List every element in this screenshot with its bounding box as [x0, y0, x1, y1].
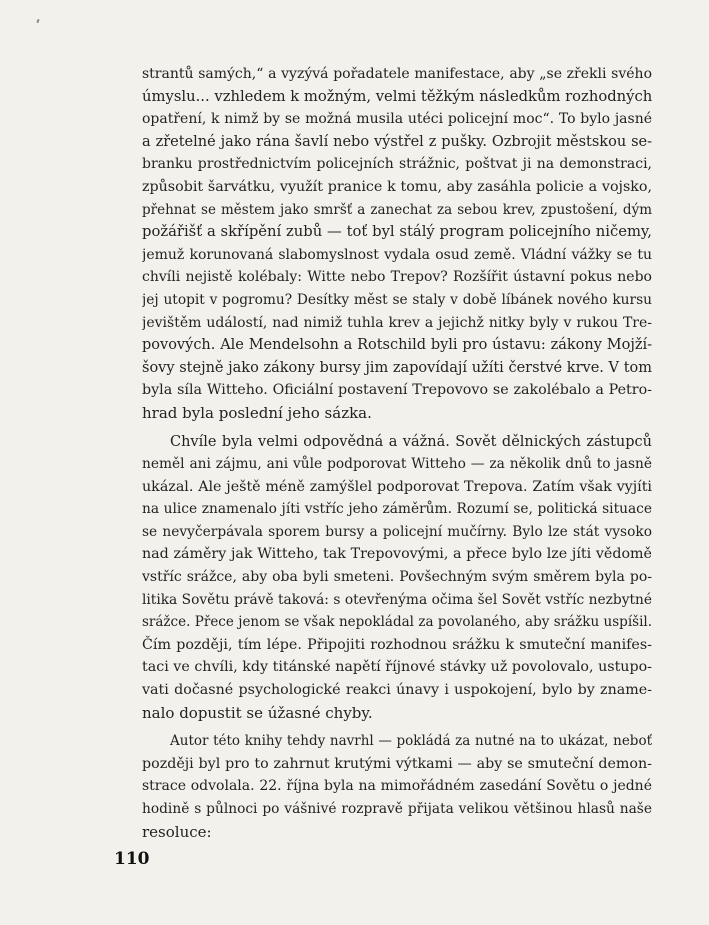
- text-line: požářišť a skřípění zubů — toť byl stálý program policejního ničemy,: [142, 223, 652, 241]
- paragraph-1: [142, 63, 652, 425]
- body-text: [142, 63, 652, 843]
- text-line: branku prostřednictvím policejních strážnic, poštvat ji na demonstraci,: [142, 156, 652, 173]
- paragraph-2: [142, 431, 652, 725]
- text-line: Čím později, tím lépe. Připojiti rozhodnou srážku k smuteční manifes-: [142, 636, 652, 653]
- text-line: úmyslu... vzhledem k možným, velmi těžkým následkům rozhodných: [142, 87, 652, 105]
- paper-speck: [36, 19, 40, 23]
- text-line: jevištěm událostí, nad nimiž tuhla krev a jejichž nitky byly v rukou Tre-: [142, 314, 652, 331]
- text-line: přehnat se městem jako smršť a zanechat za sebou krev, zpustošení, dým: [142, 201, 652, 218]
- text-line: a zřetelné jako rána šavlí nebo výstřel z pušky. Ozbrojit městskou se-: [142, 133, 652, 150]
- text-line: taci ve chvíli, kdy titánské napětí říjnové stávky už povolovalo, ustupo-: [142, 659, 652, 676]
- paragraph-3: [142, 730, 652, 843]
- text-line: šovy stejně jako zákony bursy jim zapovídají užíti čerstvé krve. V tom: [142, 359, 652, 376]
- page-number: 110: [114, 849, 150, 869]
- text-line: hodině s půlnoci po vášnivé rozpravě přijata velikou většinou hlasů naše: [142, 801, 652, 817]
- text-line: strace odvolala. 22. října byla na mimořádném zasedání Sovětu o jedné: [142, 778, 652, 795]
- text-line: chvíli nejistě kolébaly: Witte nebo Trepov? Rozšířit ústavní pokus nebo: [142, 269, 652, 286]
- text-line: způsobit šarvátku, využít pranice k tomu, aby zasáhla policie a vojsko,: [142, 178, 652, 195]
- text-line: vstříc srážce, aby oba byli smeteni. Povšechným svým směrem byla po-: [142, 569, 652, 586]
- text-line: na ulice znamenalo jíti vstříc jeho záměrům. Rozumí se, politická situace: [142, 501, 652, 518]
- text-line: hrad byla poslední jeho sázka.: [142, 403, 372, 422]
- text-line: jej utopit v pogromu? Desítky měst se staly v době líbánek nového kursu: [142, 291, 652, 308]
- text-line: vati dočasné psychologické reakci únavy i uspokojení, bylo by znamе-: [142, 682, 652, 699]
- text-line: ukázal. Ale ještě méně zamýšlel podporovat Trepova. Zatím však vyjíti: [142, 478, 652, 495]
- text-line: Autor této knihy tehdy navrhl — pokládá za nutné na to ukázat, neboť: [170, 733, 652, 750]
- text-line: nalo dopustit se úžasné chyby.: [142, 703, 373, 722]
- text-line: jemuž korunovaná slabomyslnost vydala osud země. Vládní vážky se tu: [142, 246, 652, 263]
- text-line: neměl ani zájmu, ani vůle podporovat Witteho — za několik dnů to jasně: [142, 456, 652, 473]
- text-line: povových. Ale Mendelsohn a Rotschild byli pro ústavu: zákony Mojží-: [142, 337, 652, 354]
- text-line: litika Sovětu právě taková: s otevřenýma očima šel Sovět vstříc nezbytné: [142, 591, 652, 608]
- text-line: srážce. Přece jenom se však nepokládal za povolaného, aby srážku uspíšil.: [142, 614, 652, 631]
- text-line: opatření, k nimž by se možná musila utéci policejní moc“. To bylo jasné: [142, 111, 652, 128]
- text-line: Chvíle byla velmi odpovědná a vážná. Sovět dělnických zástupců: [170, 433, 652, 450]
- text-line: se nevyčerpávala sporem bursy a policejní mučírny. Bylo lze stát vysoko: [142, 523, 652, 540]
- text-line: později byl pro to zahrnut krutými výtkami — aby se smuteční demon-: [142, 755, 652, 772]
- text-line: byla síla Witteho. Oficiální postavení Trepovovo se zakolébalo a Petro-: [142, 382, 652, 399]
- text-line: nad záměry jak Witteho, tak Trepovovými, a přece bylo lze jíti vědomě: [142, 546, 652, 563]
- text-line: strantů samých,“ a vyzývá pořadatele manifestace, aby „se zřekli svého: [142, 66, 652, 82]
- text-line: resoluce:: [142, 822, 212, 841]
